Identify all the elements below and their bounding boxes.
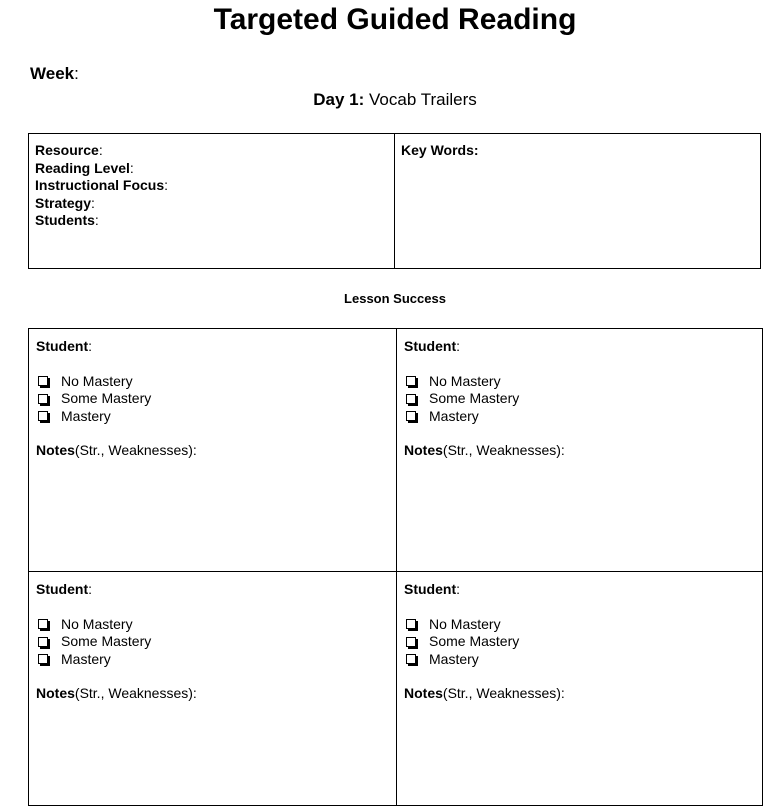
mastery-option[interactable]: Some Mastery <box>404 633 755 651</box>
week-label: Week <box>30 64 75 83</box>
mastery-option[interactable]: Some Mastery <box>404 390 755 408</box>
checkbox-icon[interactable] <box>38 376 48 386</box>
day-value: Vocab Trailers <box>369 90 477 109</box>
checkbox-icon[interactable] <box>38 637 48 647</box>
instructional-focus-field: Instructional Focus: <box>35 177 169 193</box>
mastery-option[interactable]: Mastery <box>36 651 389 669</box>
notes-field: Notes(Str., Weaknesses): <box>404 685 565 701</box>
checkbox-icon[interactable] <box>38 654 48 664</box>
day-heading <box>0 90 784 110</box>
day-label: Day 1: <box>313 90 365 109</box>
mastery-option[interactable]: Mastery <box>404 408 755 426</box>
checkbox-icon[interactable] <box>406 637 416 647</box>
student-cell <box>396 571 762 805</box>
mastery-option[interactable]: No Mastery <box>404 373 755 391</box>
checkbox-icon[interactable] <box>406 394 416 404</box>
student-field: Student: <box>404 338 460 354</box>
student-assessment-grid <box>28 328 763 806</box>
notes-field: Notes(Str., Weaknesses): <box>36 685 197 701</box>
checkbox-icon[interactable] <box>406 619 416 629</box>
mastery-option[interactable]: Mastery <box>404 651 755 669</box>
checkbox-icon[interactable] <box>38 394 48 404</box>
strategy-field: Strategy: <box>35 194 95 211</box>
lesson-success-heading: Lesson Success <box>344 291 446 306</box>
student-field: Student: <box>36 581 92 597</box>
key-words-cell <box>395 134 485 268</box>
student-field: Student: <box>36 338 92 354</box>
checkbox-icon[interactable] <box>38 619 48 629</box>
student-cell <box>29 329 396 571</box>
mastery-option[interactable]: Some Mastery <box>36 390 389 408</box>
checkbox-icon[interactable] <box>406 411 416 421</box>
student-cell <box>396 329 762 571</box>
lesson-info-table <box>28 133 761 269</box>
mastery-option[interactable]: No Mastery <box>36 373 389 391</box>
mastery-option[interactable]: Some Mastery <box>36 633 389 651</box>
checkbox-icon[interactable] <box>406 376 416 386</box>
student-field: Student: <box>404 581 460 597</box>
notes-field: Notes(Str., Weaknesses): <box>404 442 565 458</box>
mastery-option[interactable]: Mastery <box>36 408 389 426</box>
lesson-details-cell <box>29 134 395 268</box>
checkbox-icon[interactable] <box>38 411 48 421</box>
mastery-option[interactable]: No Mastery <box>36 616 389 634</box>
student-cell <box>29 571 396 805</box>
resource-field: Resource: <box>35 142 103 158</box>
checkbox-icon[interactable] <box>406 654 416 664</box>
reading-level-field: Reading Level: <box>35 159 134 176</box>
page-title: Targeted Guided Reading <box>213 3 577 36</box>
mastery-option[interactable]: No Mastery <box>404 616 755 634</box>
notes-field: Notes(Str., Weaknesses): <box>36 442 197 458</box>
week-field: Week: <box>30 64 79 83</box>
students-field: Students: <box>35 212 99 228</box>
key-words-label: Key Words: <box>401 142 479 158</box>
